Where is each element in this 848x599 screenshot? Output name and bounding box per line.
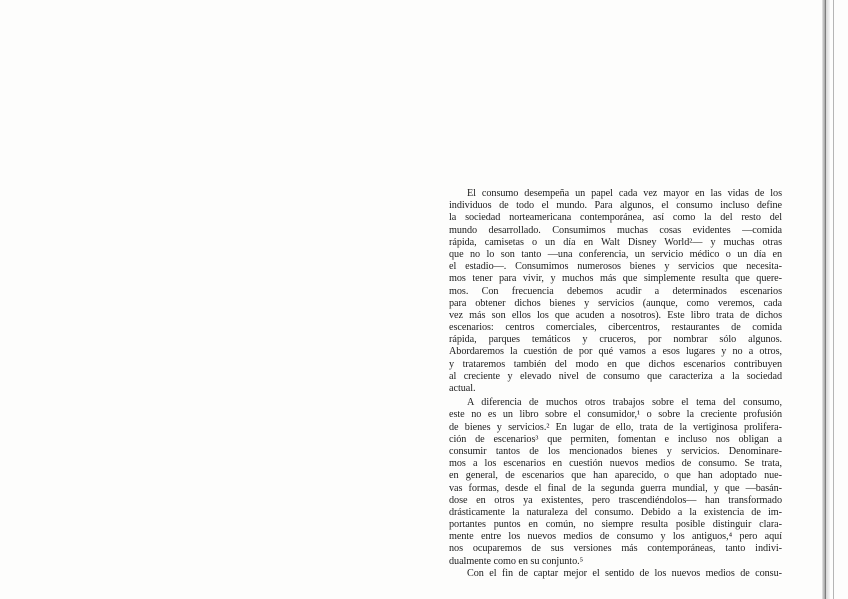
text-line: ción de escenarios³ que permiten, fomentan e incluso nos obligan a xyxy=(449,433,782,445)
text-line: A diferencia de muchos otros trabajos sobre el tema del consumo, xyxy=(467,397,782,409)
text-line: consumir tantos de los mencionados bienes y servicios. Denominare- xyxy=(449,445,782,457)
text-line: portantes puntos en común, no siempre resulta posible distinguir clara- xyxy=(449,519,782,531)
text-line: dose en otros ya existentes, pero trascendiéndolos— han transformado xyxy=(449,494,782,506)
text-line: individuos de todo el mundo. Para algunos, el consumo incluso define xyxy=(449,200,782,212)
text-line: mundo desarrollado. Consumimos muchas cosas evidentes —comida xyxy=(449,224,782,236)
book-spine-fold xyxy=(825,0,827,599)
book-spine-edge xyxy=(833,0,834,599)
book-spine-shadow xyxy=(822,0,830,599)
text-line: el estadio—. Consumimos numerosos bienes y servicios que necesita- xyxy=(449,261,782,273)
body-text xyxy=(449,188,782,580)
text-line: actual. xyxy=(449,383,476,394)
text-line: al creciente y elevado nivel de consumo que caracteriza a la sociedad xyxy=(449,370,782,382)
text-line: El consumo desempeña un papel cada vez mayor en las vidas de los xyxy=(467,188,782,199)
text-line: Abordaremos la cuestión de por qué vamos a esos lugares y no a otros, xyxy=(449,346,782,358)
text-line: mos. Con frecuencia debemos acudir a determinados escenarios xyxy=(449,285,782,297)
text-line: vez más son ellos los que acuden a nosotros). Este libro trata de dichos xyxy=(449,309,782,321)
text-line: Con el fin de captar mejor el sentido de los nuevos medios de consu- xyxy=(467,567,782,579)
text-line: para obtener dichos bienes y servicios (aunque, como veremos, cada xyxy=(449,297,782,309)
text-line: rápida, camisetas o un día en Walt Disney World²— y muchas otras xyxy=(449,236,782,248)
text-line: dualmente como en su conjunto.⁵ xyxy=(449,555,584,567)
text-line: vas formas, desde el final de la segunda guerra mundial, y que —basán- xyxy=(449,482,782,494)
text-line: y trataremos también del modo en que dichos escenarios contribuyen xyxy=(449,358,782,370)
text-line: que no lo son tanto —una conferencia, un servicio médico o un día en xyxy=(449,248,782,260)
text-line: escenarios: centros comerciales, cibercentros, restaurantes de comida xyxy=(449,322,782,334)
text-line: mente entre los nuevos medios de consumo y los antiguos,⁴ pero aquí xyxy=(449,531,782,543)
text-line: mos tener para vivir, y muchos más que simplemente resulta que quere- xyxy=(449,273,782,285)
text-line: nos ocuparemos de sus versiones más contemporáneas, tanto indivi- xyxy=(449,543,782,555)
text-line: rápida, parques temáticos y cruceros, por nombrar sólo algunos. xyxy=(449,334,782,346)
text-line: en general, de escenarios que han aparecido, o que han adoptado nue- xyxy=(449,470,782,482)
text-line: de bienes y servicios.² En lugar de ello, trata de la vertiginosa prolifera- xyxy=(449,421,782,433)
text-line: este no es un libro sobre el consumidor,¹ o sobre la creciente profusión xyxy=(449,409,782,421)
text-line: drásticamente la naturaleza del consumo. Debido a la existencia de im- xyxy=(449,506,782,518)
text-line: mos a los escenarios en cuestión nuevos medios de consumo. Se trata, xyxy=(449,458,782,470)
text-line: la sociedad norteamericana contemporánea, así como la del resto del xyxy=(449,212,782,224)
